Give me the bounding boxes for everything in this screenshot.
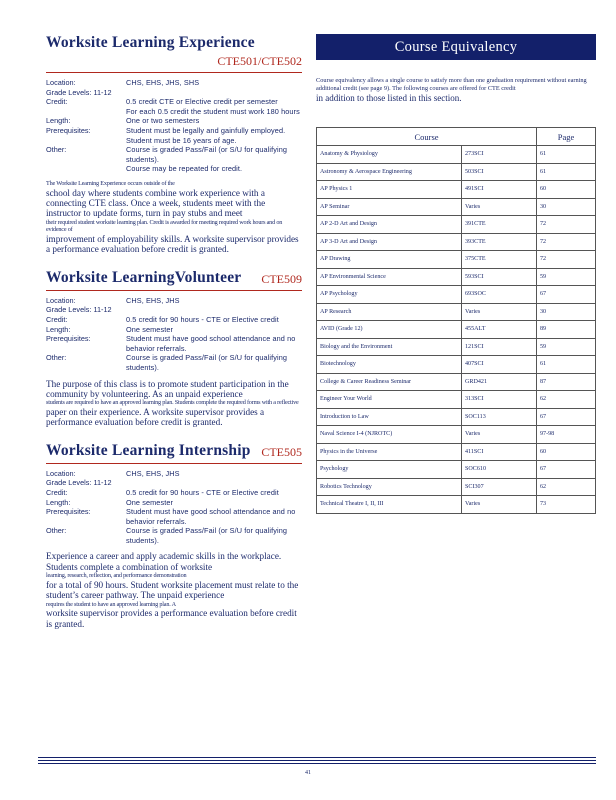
description-text: The purpose of this class is to promote student participation in the community by volunteering. As an unpaid experience — [46, 378, 289, 399]
detail-label: Prerequisites: — [46, 507, 91, 517]
table-row — [317, 478, 596, 496]
detail-value — [112, 305, 302, 315]
detail-value: One or two semesters — [126, 116, 200, 126]
section-title: Worksite Learning Experience — [46, 34, 255, 51]
detail-row — [46, 478, 302, 488]
course-code-cell: 407SCI — [462, 356, 537, 374]
detail-row — [46, 164, 302, 174]
equivalency-intro — [316, 77, 596, 104]
course-code-cell: SOC610 — [462, 461, 537, 479]
detail-value: Course is graded Pass/Fail (or S/U for qualifying students). — [126, 145, 288, 164]
detail-row — [46, 498, 302, 508]
detail-label: Prerequisites: — [46, 125, 91, 135]
course-code-cell: 503SCI — [462, 163, 537, 181]
column-header-course: Course — [317, 128, 537, 146]
course-code: CTE505 — [261, 444, 302, 459]
course-code-cell: 273SCI — [462, 146, 537, 164]
description-text: their required student worksite learning plan. Credit is awarded for meeting required work hours and on evidence of — [46, 218, 283, 234]
detail-label: Credit: — [46, 97, 68, 107]
description-text: The Worksite Learning Experience occurs outside of the — [46, 179, 175, 187]
page-cell: 59 — [537, 338, 596, 356]
detail-value: Student must have good school attendance and no behavior referrals. — [126, 334, 296, 353]
detail-value: Course is graded Pass/Fail (or S/U for qualifying students). — [126, 353, 288, 372]
course-code-cell: 391CTE — [462, 216, 537, 234]
page-cell: 72 — [537, 233, 596, 251]
detail-row — [46, 526, 302, 545]
section-worksite-experience — [46, 34, 302, 255]
page-cell: 61 — [537, 146, 596, 164]
detail-label: Location: — [46, 468, 76, 478]
course-name-cell: Physics in the Universe — [317, 443, 462, 461]
detail-row — [46, 78, 302, 88]
course-code: CTE501/CTE502 — [217, 54, 302, 68]
detail-label: Grade Levels: 11-12 — [46, 87, 112, 97]
page-cell: 59 — [537, 268, 596, 286]
course-code-cell: 491SCI — [462, 181, 537, 199]
page-cell: 72 — [537, 216, 596, 234]
course-name-cell: Psychology — [317, 461, 462, 479]
description-text: Experience a career and apply academic skills in the workplace. Students complete a combination of worksite — [46, 551, 282, 572]
detail-label: Credit: — [46, 487, 68, 497]
detail-value: One semester — [126, 324, 174, 334]
course-code-cell: 693SOC — [462, 286, 537, 304]
detail-label: Length: — [46, 324, 71, 334]
detail-value: CHS, EHS, JHS — [126, 468, 180, 478]
table-row — [317, 338, 596, 356]
page-cell: 62 — [537, 478, 596, 496]
detail-label: Other: — [46, 526, 67, 536]
course-description — [46, 551, 302, 629]
detail-row — [46, 97, 302, 107]
table-row — [317, 496, 596, 514]
course-code-cell: Varies — [462, 198, 537, 216]
table-row — [317, 321, 596, 339]
detail-row — [46, 116, 302, 126]
course-name-cell: Naval Science I-4 (NJROTC) — [317, 426, 462, 444]
column-header-page: Page — [537, 128, 596, 146]
course-code-cell: SOC113 — [462, 408, 537, 426]
detail-value — [112, 88, 302, 98]
detail-label — [46, 107, 126, 117]
detail-value: CHS, EHS, JHS, SHS — [126, 78, 200, 87]
course-name-cell: AP Research — [317, 303, 462, 321]
course-code-cell: Varies — [462, 303, 537, 321]
detail-row — [46, 145, 302, 164]
table-row — [317, 443, 596, 461]
detail-value: CHS, EHS, JHS — [126, 295, 180, 305]
course-code-cell: 593SCI — [462, 268, 537, 286]
table-row — [317, 391, 596, 409]
detail-label: Length: — [46, 116, 71, 126]
detail-row — [46, 334, 302, 353]
course-name-cell: Anatomy & Physiology — [317, 146, 462, 164]
page-cell: 30 — [537, 198, 596, 216]
description-text: learning, research, reflection, and performance demonstration — [46, 572, 187, 580]
description-text: school day where students combine work experience with a connecting CTE class. Once a week, students meet with the instructor to update forms, turn in pay stubs and meet — [46, 187, 266, 219]
course-name-cell: AP Seminar — [317, 198, 462, 216]
detail-value: 0.5 credit for 90 hours - CTE or Elective credit — [126, 487, 279, 497]
course-name-cell: AP Physics 1 — [317, 181, 462, 199]
detail-value: For each 0.5 credit the student must work 180 hours — [126, 106, 300, 116]
detail-value: 0.5 credit for 90 hours - CTE or Elective credit — [126, 314, 279, 324]
course-name-cell: Robotics Technology — [317, 478, 462, 496]
course-name-cell: AP 2-D Art and Design — [317, 216, 462, 234]
detail-label: Length: — [46, 497, 71, 507]
detail-row — [46, 107, 302, 117]
table-row — [317, 356, 596, 374]
table-row — [317, 216, 596, 234]
detail-row — [46, 305, 302, 315]
detail-value: 0.5 credit CTE or Elective credit per semester — [126, 97, 278, 107]
course-details — [46, 296, 302, 373]
detail-row — [46, 353, 302, 372]
detail-value: One semester — [126, 497, 174, 507]
description-text: worksite supervisor provides a performance evaluation before credit is granted. — [46, 608, 297, 629]
section-divider — [46, 72, 302, 73]
detail-label: Location: — [46, 295, 76, 305]
page-cell: 89 — [537, 321, 596, 339]
table-row — [317, 461, 596, 479]
detail-label: Prerequisites: — [46, 334, 91, 344]
course-code-cell: Varies — [462, 426, 537, 444]
section-worksite-internship — [46, 442, 302, 629]
course-details — [46, 469, 302, 546]
page-cell: 97-98 — [537, 426, 596, 444]
course-name-cell: AVID (Grade 12) — [317, 321, 462, 339]
page-cell: 73 — [537, 496, 596, 514]
table-row — [317, 163, 596, 181]
detail-label: Grade Levels: 11-12 — [46, 305, 112, 315]
page-cell: 60 — [537, 181, 596, 199]
page-cell: 30 — [537, 303, 596, 321]
course-name-cell: Biology and the Environment — [317, 338, 462, 356]
course-name-cell: Technical Theatre I, II, III — [317, 496, 462, 514]
page-cell: 72 — [537, 251, 596, 269]
course-name-cell: Astronomy & Aerospace Engineering — [317, 163, 462, 181]
table-row — [317, 198, 596, 216]
course-equivalency-panel — [316, 34, 596, 514]
intro-large-text: in addition to those listed in this section. — [316, 93, 462, 103]
section-title: Worksite Learning Internship — [46, 441, 251, 459]
page-cell: 60 — [537, 443, 596, 461]
course-name-cell: AP 3-D Art and Design — [317, 233, 462, 251]
detail-row — [46, 88, 302, 98]
detail-row — [46, 315, 302, 325]
table-row — [317, 303, 596, 321]
course-name-cell: Engineer Your World — [317, 391, 462, 409]
description-text: improvement of employability skills. A worksite supervisor provides a performance evaluation before credit is granted. — [46, 233, 299, 255]
footer-rule — [38, 763, 596, 764]
detail-row — [46, 469, 302, 479]
page-cell: 61 — [537, 356, 596, 374]
footer-rules — [38, 757, 596, 764]
table-row — [317, 251, 596, 269]
course-code-cell: 313SCI — [462, 391, 537, 409]
table-row — [317, 426, 596, 444]
course-name-cell: AP Environmental Science — [317, 268, 462, 286]
detail-row — [46, 507, 302, 526]
table-row — [317, 408, 596, 426]
equivalency-table — [316, 127, 596, 514]
course-description — [46, 379, 302, 428]
detail-label: Other: — [46, 145, 67, 155]
footer-rule — [38, 760, 596, 761]
description-text: students are required to have an approved learning plan. Students complete the required forms with a reflective — [46, 399, 299, 407]
intro-small-text: Course equivalency allows a single course to satisfy more than one graduation requirement without earning additional credit (see page 9). The following courses are offered for CTE credit — [316, 77, 587, 92]
detail-value: Course is graded Pass/Fail (or S/U for qualifying students). — [126, 526, 288, 545]
page-cell: 67 — [537, 408, 596, 426]
page-cell: 67 — [537, 461, 596, 479]
table-row — [317, 146, 596, 164]
worksite-sections — [46, 34, 302, 629]
course-name-cell: Introduction to Law — [317, 408, 462, 426]
course-code-cell: GRD421 — [462, 373, 537, 391]
page-cell: 87 — [537, 373, 596, 391]
table-row — [317, 233, 596, 251]
course-code-cell: 121SCI — [462, 338, 537, 356]
section-title: Worksite LearningVolunteer — [46, 268, 242, 286]
page-number: 41 — [305, 770, 311, 776]
page-cell: 62 — [537, 391, 596, 409]
detail-label: Credit: — [46, 314, 68, 324]
table-header-row — [317, 128, 596, 146]
table-row — [317, 286, 596, 304]
detail-value: Student must be legally and gainfully employed. Student must be 16 years of age. — [126, 125, 286, 145]
description-text: paper on their experience. A worksite supervisor provides a performance evaluation before credit is granted. — [46, 406, 265, 428]
description-text: for a total of 90 hours. Student worksite placement must relate to the student’s career pathway. The unpaid experience — [46, 579, 299, 601]
table-row — [317, 181, 596, 199]
detail-label — [46, 164, 126, 174]
detail-row — [46, 296, 302, 306]
detail-value: Course may be repeated for credit. — [126, 164, 243, 174]
description-text: requires the student to have an approved learning plan. A — [46, 600, 176, 608]
table-row — [317, 373, 596, 391]
detail-value: Student must have good school attendance and no behavior referrals. — [126, 507, 296, 526]
detail-value — [112, 478, 302, 488]
course-name-cell: AP Drawing — [317, 251, 462, 269]
table-row — [317, 268, 596, 286]
course-equivalency-title: Course Equivalency — [316, 34, 596, 60]
course-code-cell: 411SCI — [462, 443, 537, 461]
course-code-cell: 375CTE — [462, 251, 537, 269]
detail-row — [46, 488, 302, 498]
page-cell: 67 — [537, 286, 596, 304]
course-name-cell: Biotechnology — [317, 356, 462, 374]
section-worksite-volunteer — [46, 269, 302, 428]
course-description — [46, 180, 302, 255]
course-code-cell: 393CTE — [462, 233, 537, 251]
course-name-cell: AP Psychology — [317, 286, 462, 304]
detail-label: Other: — [46, 353, 67, 363]
detail-label: Location: — [46, 78, 76, 87]
course-code: CTE509 — [261, 271, 302, 286]
section-divider — [46, 290, 302, 291]
course-details — [46, 78, 302, 174]
section-divider — [46, 463, 302, 464]
detail-row — [46, 126, 302, 145]
detail-row — [46, 325, 302, 335]
course-code-cell: Varies — [462, 496, 537, 514]
detail-label: Grade Levels: 11-12 — [46, 478, 112, 488]
course-name-cell: College & Career Readiness Seminar — [317, 373, 462, 391]
course-code-cell: SCI307 — [462, 478, 537, 496]
footer-rule — [38, 757, 596, 758]
page-cell: 61 — [537, 163, 596, 181]
course-code-cell: 455ALT — [462, 321, 537, 339]
